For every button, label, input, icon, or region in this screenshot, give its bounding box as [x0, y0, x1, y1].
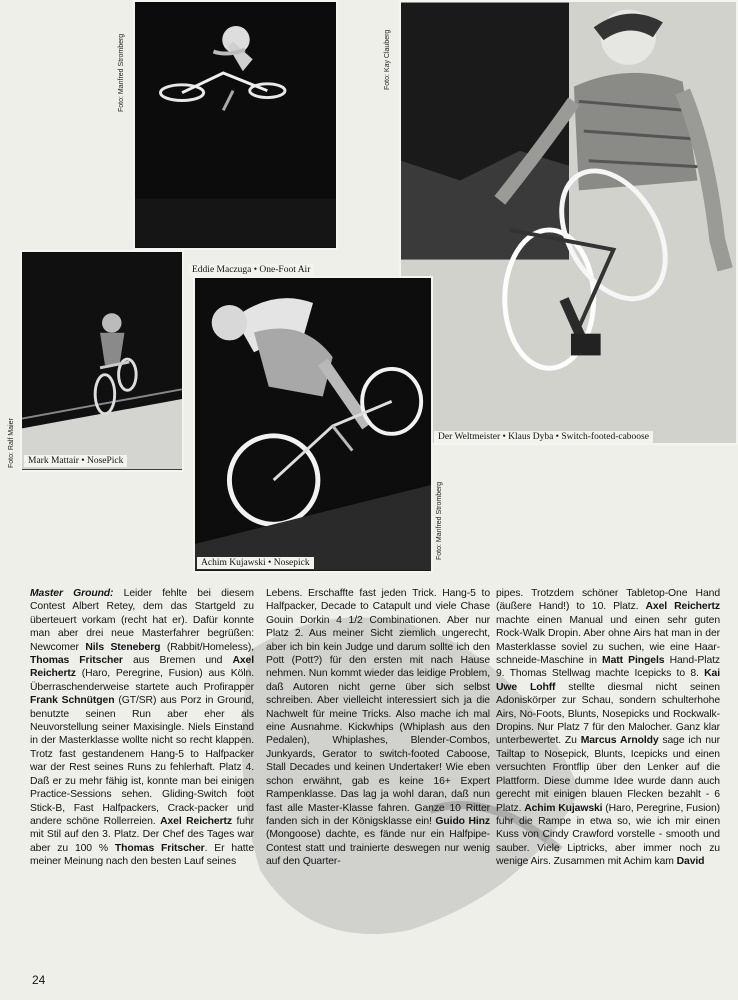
article-column-1 [30, 587, 254, 971]
bmx-rider-illustration [401, 2, 736, 443]
caption-dyba: Der Weltmeister • Klaus Dyba • Switch-footed-caboose [434, 431, 653, 443]
credit-maczuga: Foto: Manfred Stromberg [118, 33, 125, 112]
text-run: (GT/SR) aus Porz in Ground, benutzte seinen Run aber eher als Neuvorstellung seiner Maxisingle. Niels Einstand in der Masterklasse wollte nicht so recht klappen. Trotz fast gestandenem Hang-5 to Halfpacker war der Rest seines Runs zu fehlerhaft. Platz 4. Daß er zu mehr fähig ist, konnte man bei einigen Practice-Sessions sehen. Gliding-Switch foot Stick-B, Fast Halfpackers, Crack-packer und andere schöne Rollerreien. [30, 695, 254, 827]
photo-maczuga [133, 0, 338, 250]
text-run: machte einen Manual und einen sehr guten Rock-Walk Dropin. Aber ohne Airs hat man in der Masterklasse soviel zu suchen, wie eine Haar-schneide-Maschine in [496, 614, 720, 667]
rider-name: Axel Reichertz [160, 815, 232, 827]
text-run: pipes. Trotzdem schöner Tabletop-One Hand (äußere Hand!) to 10. Platz. [496, 588, 720, 613]
rider-name: Nils Steneberg [85, 641, 161, 653]
text-run: sage ich nur Tailtap to Nosepick, Blunts, Icepicks und einen versuchten Frontflip über den Lenker auf die Plattform. Diese dumme Idee wurde dann auch gerecht mit einigen blauen Flecken bezahlt - 6 Platz. [496, 735, 720, 814]
rider-name: Guido Hinz [435, 815, 490, 827]
rider-name: Matt Pingels [602, 655, 665, 667]
bmx-rider-illustration [135, 2, 336, 248]
text-run: fuhr mit Stil auf den 3. Platz. Der Chef des Tages war aber zu 100 % [30, 815, 254, 854]
text-run: Leider fehlte bei diesem Contest Albert Retey, dem das Startgeld zu überteuert vorkam (recht hat er). Dafür konnte man aber drei neue Masterfahrer begrüßen: Newcomer [30, 588, 254, 653]
text-run: (Haro, Peregrine, Fusion) fuhr die Rampe in etwa so, wie ich mir einen Kuss von Cindy Crawford vorstelle - smooth und sauber. Viele Liptricks, aber immer noch zu wenige Airs. Zusammen mit Achim kam [496, 802, 720, 868]
section-lead: Master Ground: [30, 588, 114, 599]
text-run: (Haro, Peregrine, Fusion) aus Köln. Überraschenderweise startete auch Profirapper [30, 668, 254, 693]
text-run: (Mongoose) dachte, es fände nur ein Halfpipe-Contest statt und trainierte deswegen nur wenig auf den Quarter- [266, 829, 490, 868]
text-run: stellte diesmal nicht seinen Adoniskörper zur Schau, sondern schulterhohe Airs, No-Foots, Blunts, Nosepicks und Rockwalk-Dropins. Nur Platz 7 für den Malocher. Ganz klar unterbewertet. Zu [496, 681, 720, 747]
text-run: aus Bremen und [122, 655, 233, 667]
rider-name: Thomas Fritscher [114, 842, 205, 854]
rider-name: David [676, 856, 705, 868]
article-body [30, 587, 720, 971]
text-run: Lebens. Erschaffte fast jeden Trick. Hang-5 to Halfpacker, Decade to Catapult und viele Chase Gouin Dorkin 4 1/2 Combinationen. Aber nur Platz 2. Aus meiner Sicht ziemlich ungerecht, aber ich bin kein Judge und darum sollte ich den Pott (Pott?) für den ersten mit nach Hause nehmen. Nun kommt wieder das leidige Problem, daß Autoren nicht gerne über sich selbst schreiben. Aber vielleicht interessiert sich ja die Nachwelt für meine Tricks. Also mache ich mal eine Ausnahme. Kickwhips (Whiplash aus den Pedalen), Whiplashes, Blender-Combos, Junkyards, Gerator to switch-footed Caboose, Stall Decades und keinen Undertaker! Wie eben schon erwähnt, gab es keine 16+ Expert Rampenklasse. Das lag ja wohl daran, daß nun fast alle Master-Klasse fahren. Ganze 10 Ritter fanden sich in der Königsklasse ein! [266, 588, 490, 827]
article-column-3 [496, 587, 720, 971]
caption-maczuga: Eddie Maczuga • One-Foot Air [188, 264, 314, 276]
credit-dyba: Foto: Kay Clauberg [384, 29, 391, 90]
caption-kujawski: Achim Kujawski • Nosepick [197, 557, 314, 569]
text-run: . Er hatte meiner Meinung nach den besten Lauf seines [30, 842, 254, 868]
text-run: Hand-Platz 9. Thomas Stellwag machte Icepicks to 8. [496, 655, 720, 680]
page-number: 24 [32, 973, 46, 987]
rider-name: Thomas Fritscher [30, 655, 123, 667]
article-column-2 [266, 587, 490, 971]
credit-kujawski: Foto: Manfred Stromberg [436, 481, 443, 560]
credit-mattair: Foto: Ralf Maier [8, 418, 15, 468]
photo-kujawski [193, 276, 433, 573]
rider-name: Axel Reichertz [30, 655, 254, 680]
rider-name: Achim Kujawski [524, 802, 603, 814]
bmx-rider-illustration [195, 278, 431, 571]
photo-mattair [20, 250, 184, 472]
rider-name: Marcus Arnoldy [580, 735, 659, 747]
rider-name: Kai Uwe Lohff [496, 668, 720, 693]
text-run: (Rabbit/Homeless), [160, 641, 254, 653]
rider-name: Axel Reichertz [645, 601, 720, 613]
photo-dyba [399, 0, 738, 445]
rider-name: Frank Schnütgen [30, 695, 115, 707]
bmx-rider-illustration [22, 252, 182, 470]
caption-mattair: Mark Mattair • NosePick [24, 455, 127, 467]
